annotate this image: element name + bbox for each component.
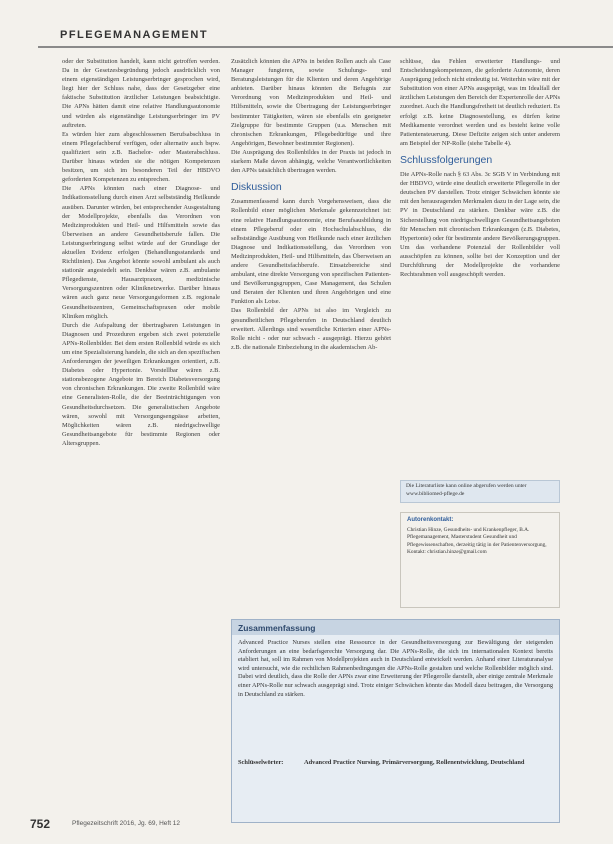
keywords-label: Schlüsselwörter: (238, 759, 284, 766)
paragraph: Die Ausprägung des Rollenbildes in der Praxis ist jedoch in starkem Maße davon abhängig, welche Verantwortlichkeiten den APNs tatsächlich übertragen werden. (231, 148, 391, 175)
summary-text: Advanced Practice Nurses stellen eine Ressource in der Gesundheitsversorgung zur Bewältigung der steigenden Anforderungen an eine bedarfsgerechte Versorgung dar. Die APNs-Rolle, die sich im internationalen Kontext bereits etabliert hat, soll im Rahmen von Modellprojekten auch in Deutschland entwickelt werden. Anhand einer Literaturanalyse wird untersucht, wie die rechtlichen Rahmenbedingungen die APNs-Rolle gestalten und welche Rollenbilder möglich sind. Dabei wird deutlich, dass die Rolle der APNs zwar eine Erweiterung der Pflegerolle darstellt, aber einige zentrale Merkmale einer APNs-Rolle nur schwach ausgeprägt sind. Trotz einiger Schwächen könnte das Modell dazu beitragen, die Versorgung in Deutschland zu stärken. (238, 639, 553, 698)
journal-citation: Pflegezeitschrift 2016, Jg. 69, Heft 12 (72, 820, 181, 827)
author-contact-box (400, 512, 560, 608)
paragraph: Zusätzlich könnten die APNs in beiden Rollen auch als Case Manager fungieren, sowie Schulungs- und Beratungsleistungen für die Klienten und deren Angehörige anbieten. Darüber hinaus könnten die Befugnis zur Verordnung von Medizinprodukten und Heil- und Hilfsmitteln, sowie die Übertragung der Leistungserbringer bestimmter Tätigkeiten, wären sie ebenfalls ein geeigneter Zielgruppe für bestimmte Gruppen (u.a. Menschen mit chronischen Erkrankungen, Pflegebedürftige und ihre Angehörigen, Bewohner bestimmter Regionen). (231, 58, 391, 147)
discussion-heading: Diskussion (231, 181, 282, 194)
page-footer (30, 817, 570, 831)
summary-box (231, 619, 560, 823)
column-2 (231, 57, 391, 352)
author-contact-title: Autorenkontakt: (407, 517, 454, 523)
paragraph: Die APNs-Rolle nach § 63 Abs. 3c SGB V in Verbindung mit der HBDVO, würde eine deutlich erweiterte Pflegerolle in der deutschen PV darstellen. Trotz einiger Schwächen könnte sie mit den herausragenden Merkmalen dazu in der Lage sein, die PV in Deutschland zu stärken. Denkbar wäre z.B. die Sicherstellung von niedrigschwelligen Gesundheitsangeboten für Menschen mit chronischen Erkrankungen (z.B. Diabetes, Hypertonie) oder für bestimmte andere Bevölkerungsgruppen. Um das vorhandene Potenzial der Rollenbilder voll ausschöpfen zu können, sollte bei der Konzeption und der Durchführung der Modellprojekte die vorhandene Rechtsrahmen voll ausgeschöpft werden. (400, 171, 560, 279)
header-rule (38, 46, 613, 48)
page-number: 752 (30, 817, 51, 831)
author-contact-text: Christian Hinze, Gesundheits- und Krankenpfleger, B.A. Pflegemanagement, Masterstudent Gesundheit und Pflegewissenschaften, derzeitig tätig in der Patientenversorgung, Kontakt: christian.hinze@gmail.com (407, 527, 547, 555)
paragraph: Das Rollenbild der APNs ist also im Vergleich zu gesundheitlichen Pflegeberufen in Deutschland deutlich erweitert. Allerdings sind wesentliche Kriterien einer APNs-Rolle nicht - oder nur schwach - ausgeprägt. Hierzu gehört z.B. die nationale Einbeziehung in die akademischen Ab- (231, 307, 391, 351)
paragraph: Durch die Aufspaltung der übertragbaren Leistungen in Diagnosen und Prozeduren ergeben sich zwei potenzielle APNs-Rollenbilder. Bei dem ersten Rollenbild würde es sich um eine Spezialisierung handeln, die sich an den spezifischen Anforderungen der jeweiligen Erkrankungen orientiert, z.B. Diabetes oder Hypertonie. Vorstellbar wären z.B. stationsbezogene Angebote im Bereich Diabetesversorgung von chronischen Erkrankungen. Die zweite Rollenbild wäre eine Generalisten-Rolle, die der Beeinträchtigungen von Gesundheitsdurchsetzen. Die generalistischen Angebote wären, sowohl mit Versorgungsengpässe arbeiten, Möglichkeiten wären z.B. niedrigschwellige Gesundheitsangebote für bestimmte Regionen oder Altersgruppen. (62, 321, 220, 447)
page-header (38, 26, 613, 46)
conclusion-heading: Schlussfolgerungen (400, 153, 493, 166)
paragraph: schlüsse, das Fehlen erweiterter Handlungs- und Entscheidungskompetenzen, die geforderte Autonomie, deren Ausprägung jedoch nicht eindeutig ist. Weiterhin wäre mit der Substitution von einer APNs ausgeprägt, was im Idealfall der ärztlichen Leistungen den Bereich der Expertenrolle der APNs zuordnet. Auch die Handlungsfreiheit ist deutlich reduziert. Es erfolgt z.B. keine Diagnosestellung, es dürfen keine Medikamente verordnet werden und es besteht keine volle Patientensteuerung. Diese Defizite zeigen sich unter anderem am Beispiel der NP-Rolle (siehe Tabelle 4). (400, 58, 560, 147)
keywords-values: Advanced Practice Nursing, Primärversorgung, Rollenentwicklung, Deutschland (304, 759, 525, 766)
column-1 (62, 57, 220, 448)
keywords (238, 758, 553, 767)
summary-title: Zusammenfassung (232, 620, 559, 635)
paragraph: oder der Substitution handelt, kann nicht getroffen werden. Da in der Gesetzesbegründung jedoch ausdrücklich von einem eigenständigen Leistungserbringer gesprochen wird, liegt hier der Schluss nahe, dass der Gesetzgeber eine faktische Substitution ärztlicher Leistungen beabsichtigte. Die APNs hätten damit eine relative Handlungsautonomie und würden als eigenständige Leistungserbringer im PV auftreten. (62, 58, 220, 129)
column-3 (400, 57, 560, 279)
section-title: PFLEGEMANAGEMENT (60, 29, 209, 41)
paragraph: Zusammenfassend kann durch Vorgehensweisen, dass die Rollenbild einer möglichen Merkmale gekennzeichnet ist: eine relative Handlungsautonomie, eine Berufsausbildung in einem Pflegeberuf oder ein Hochschulabschluss, die selbstständige Ausübung von Heilkunde nach einer ärztlichen Diagnose und Indikationsstellung, das Verordnen von Medizinprodukten, Heil- und Hilfsmitteln, das Überweisen an andere Gesundheitsfachberufe. Einsatzbereiche sind ambulant, eine direkte Versorgung von spezifischen Patienten- und Bevölkerungsgruppen, Case Management, das Schulen und Beraten der Klienten und ihren Angehörigen und eine Funktion als Lotse. (231, 198, 391, 306)
paragraph: Die APNs könnten nach einer Diagnose- und Indikationsstellung durch einen Arzt selbstständig Heilkunde ausüben. Darunter würden, bei entsprechender Ausgestaltung der Modellprojekte, ebenfalls das Verordnen von Medizinprodukten und Heil- und Hilfsmitteln sowie das Überweisen an andere Gesundheitsberufe fallen. Die Leistungserbringung selbst würde auf der Grundlage der aktuellen Evidenz erfolgen (Behandlungsstandards und Richtlinien). Das Angebot könnte sowohl ambulant als auch stationär angesiedelt sein. Denkbar wären z.B. ambulante Pflegedienste, Hausarztpraxen, medizinische Versorgungszentren oder Kliniknetzwerke. Darüber hinaus wären auch ganz neue Versorgungsformen z.B. regionale Gesundheitszentren, Gemeinschaftspraxen oder mobile Kliniken möglich. (62, 185, 220, 320)
literature-note: Die Literaturliste kann online abgerufen werden unter www.bibliomed-pflege.de (400, 480, 560, 503)
paragraph: Es würden hier zum abgeschlossenen Berufsabschluss in einem Pflegefachberuf verfügen, oder alternativ auch bspw. qualifiziert sein z.B. Bachelor- oder Masterabschluss. Darüber hinaus würden sie die nötigen Kompetenzen besitzen, um sich im besonderen Teil der HBDVO geforderten Kompetenzen zu entsprechen. (62, 130, 220, 184)
